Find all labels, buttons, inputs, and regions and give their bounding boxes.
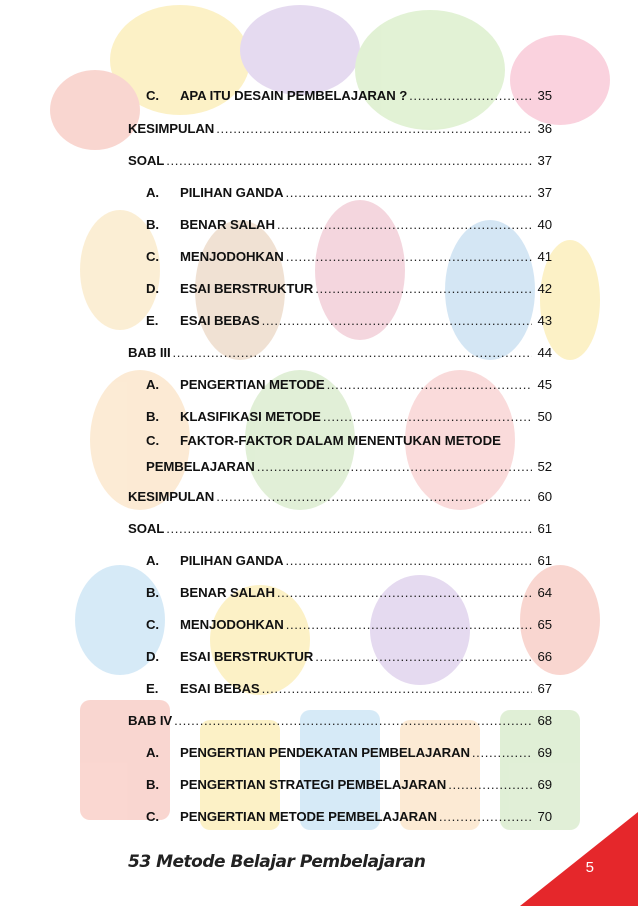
toc-leader-dots — [277, 585, 532, 601]
toc-row-title: ESAI BEBAS — [180, 681, 260, 696]
toc-row-title: BENAR SALAH — [180, 217, 275, 232]
toc-row-letter: B. — [146, 585, 159, 600]
toc-leader-dots — [315, 281, 532, 297]
toc-leader-dots — [285, 553, 532, 569]
toc-row[interactable] — [128, 339, 552, 361]
toc-row-page: 44 — [537, 345, 552, 360]
toc-row[interactable] — [146, 307, 552, 329]
toc-row-letter: C. — [146, 249, 159, 264]
toc-leader-dots — [277, 217, 532, 233]
toc-row-title: BENAR SALAH — [180, 585, 275, 600]
toc-leader-dots — [262, 313, 532, 329]
toc-row[interactable] — [146, 547, 552, 569]
toc-row-title: PENGERTIAN STRATEGI PEMBELAJARAN — [180, 777, 447, 792]
toc-leader-dots — [327, 377, 532, 393]
toc-row-page: 65 — [537, 617, 552, 632]
toc-leader-dots — [262, 681, 532, 697]
toc-row-page: 37 — [537, 185, 552, 200]
toc-row-title: KESIMPULAN — [128, 489, 215, 504]
toc-leader-dots — [216, 489, 532, 505]
toc-row-letter: C. — [146, 433, 160, 448]
toc-row-letter: B. — [146, 409, 159, 424]
toc-row-title: ESAI BERSTRUKTUR — [180, 649, 314, 664]
toc-row-page: 68 — [537, 713, 552, 728]
toc-leader-dots — [315, 649, 532, 665]
toc-row-page: 61 — [537, 553, 552, 568]
toc-row-page: 42 — [537, 281, 552, 296]
toc-row[interactable] — [146, 371, 552, 393]
toc-row-title: ESAI BERSTRUKTUR — [180, 281, 314, 296]
toc-row-page: 41 — [537, 249, 552, 264]
toc-row-title: KLASIFIKASI METODE — [180, 409, 321, 424]
toc-row[interactable] — [146, 579, 552, 601]
toc-row-letter: A. — [146, 553, 159, 568]
toc-row-title: SOAL — [128, 521, 165, 536]
toc-row-title: ESAI BEBAS — [180, 313, 260, 328]
toc-row[interactable] — [146, 675, 552, 697]
toc-row-title: KESIMPULAN — [128, 121, 215, 136]
toc-leader-dots — [166, 153, 532, 169]
toc-row-letter: D. — [146, 281, 159, 296]
toc-row[interactable] — [146, 611, 552, 633]
toc-row[interactable] — [128, 147, 552, 169]
toc-leader-dots — [166, 521, 532, 537]
toc-row-letter: D. — [146, 649, 159, 664]
toc-row[interactable] — [146, 275, 552, 297]
toc-row-page: 64 — [537, 585, 552, 600]
toc-row-letter: A. — [146, 377, 159, 392]
toc-leader-dots — [439, 809, 532, 825]
toc-row-page: 66 — [537, 649, 552, 664]
toc-row-title: SOAL — [128, 153, 165, 168]
toc-row-multiline-continuation[interactable] — [146, 453, 552, 475]
toc-row-page: 52 — [537, 459, 552, 474]
toc-row-title: PILIHAN GANDA — [180, 185, 284, 200]
toc-row[interactable] — [128, 483, 552, 505]
toc-row[interactable] — [146, 739, 552, 761]
toc-row-title: PENGERTIAN PENDEKATAN PEMBELAJARAN — [180, 745, 470, 760]
toc-row-title: PENGERTIAN METODE — [180, 377, 325, 392]
toc-row[interactable] — [146, 243, 552, 265]
toc-row-title: BAB IV — [128, 713, 173, 728]
toc-row-letter: E. — [146, 681, 159, 696]
toc-row-page: 43 — [537, 313, 552, 328]
toc-row-page: 45 — [537, 377, 552, 392]
toc-row-title: PENGERTIAN METODE PEMBELAJARAN — [180, 809, 437, 824]
toc-leader-dots — [286, 249, 532, 265]
toc-leader-dots — [174, 713, 532, 729]
toc-row-letter: A. — [146, 745, 159, 760]
toc-row-letter: E. — [146, 313, 159, 328]
toc-row-multiline[interactable] — [146, 433, 552, 449]
toc-row[interactable] — [146, 803, 552, 825]
toc-leader-dots — [286, 617, 532, 633]
toc-leader-dots — [409, 88, 532, 104]
toc-row-page: 35 — [537, 88, 552, 103]
toc-row-page: 69 — [537, 745, 552, 760]
toc-row-page: 70 — [537, 809, 552, 824]
toc-row-page: 36 — [537, 121, 552, 136]
toc-row-letter: C. — [146, 88, 159, 103]
toc-row-letter: B. — [146, 217, 159, 232]
toc-row-page: 69 — [537, 777, 552, 792]
toc-row-title: MENJODOHKAN — [180, 249, 284, 264]
toc-row-page: 60 — [537, 489, 552, 504]
book-title-footer: 53 Metode Belajar Pembelajaran — [128, 852, 426, 872]
toc-row[interactable] — [146, 179, 552, 201]
toc-row-letter: C. — [146, 617, 159, 632]
toc-row-page: 40 — [537, 217, 552, 232]
toc-row-title: PILIHAN GANDA — [180, 553, 284, 568]
toc-row[interactable] — [146, 211, 552, 233]
toc-leader-dots — [257, 459, 532, 475]
toc-row-letter: C. — [146, 809, 159, 824]
toc-row-title: BAB III — [128, 345, 171, 360]
toc-leader-dots — [173, 345, 532, 361]
page-number: 5 — [585, 859, 594, 876]
toc-row[interactable] — [146, 403, 552, 425]
toc-leader-dots — [216, 121, 532, 137]
toc-row-letter: A. — [146, 185, 159, 200]
toc-row-page: 61 — [537, 521, 552, 536]
toc-leader-dots — [285, 185, 532, 201]
toc-row-title: FAKTOR-FAKTOR DALAM MENENTUKAN METODE — [180, 433, 501, 448]
toc-row[interactable] — [146, 82, 552, 104]
toc-leader-dots — [448, 777, 532, 793]
toc-row[interactable] — [128, 515, 552, 537]
toc-leader-dots — [323, 409, 532, 425]
toc-row-title-continued: PEMBELAJARAN — [146, 459, 255, 474]
toc-row-page: 67 — [537, 681, 552, 696]
toc-leader-dots — [472, 745, 532, 761]
toc-row[interactable] — [146, 771, 552, 793]
page-corner-triangle — [520, 812, 638, 906]
toc-row-letter: B. — [146, 777, 159, 792]
toc-row[interactable] — [128, 707, 552, 729]
toc-row-title: MENJODOHKAN — [180, 617, 284, 632]
toc-row-page: 37 — [537, 153, 552, 168]
toc-row-page: 50 — [537, 409, 552, 424]
toc-row[interactable] — [146, 643, 552, 665]
toc-row-title: APA ITU DESAIN PEMBELAJARAN ? — [180, 88, 408, 103]
toc-row[interactable] — [128, 115, 552, 137]
